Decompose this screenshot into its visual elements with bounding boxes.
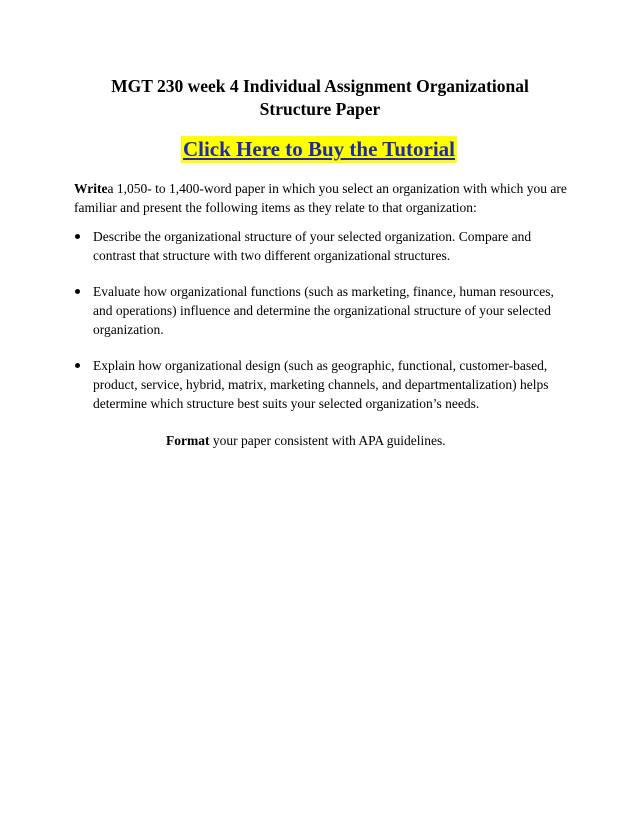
requirements-list <box>74 227 574 430</box>
list-item-text: Describe the organizational structure of your selected organization. Compare and contrast that structure with two different organizational structures. <box>93 229 532 263</box>
title-line-2: Structure Paper <box>259 99 381 119</box>
intro-bold-word: Write <box>74 181 108 196</box>
format-text: your paper consistent with APA guidelines. <box>209 433 446 448</box>
list-item-text: Evaluate how organizational functions (such as marketing, finance, human resources, and operations) influence and determine the organizational structure of your selected organization. <box>93 284 554 337</box>
list-item <box>74 227 574 265</box>
list-item <box>74 356 574 413</box>
page-title <box>70 75 570 121</box>
intro-text: a 1,050- to 1,400-word paper in which you select an organization with which you are familiar and present the following items as they relate to that organization: <box>74 181 567 215</box>
list-item-text: Explain how organizational design (such as geographic, functional, customer-based, product, service, hybrid, matrix, marketing channels, and departmentalization) helps determine which structure best suits your selected organization’s needs. <box>93 358 549 411</box>
list-item <box>74 282 574 339</box>
bullet-icon <box>75 363 80 368</box>
bullet-icon <box>75 234 80 239</box>
intro-paragraph <box>74 179 574 217</box>
bullet-icon <box>75 289 80 294</box>
format-bold-word: Format <box>166 433 210 448</box>
title-line-1: MGT 230 week 4 Individual Assignment Organizational <box>111 76 529 96</box>
cta-container <box>0 136 638 163</box>
format-instruction <box>166 431 446 450</box>
buy-tutorial-link[interactable]: Click Here to Buy the Tutorial <box>182 137 456 161</box>
